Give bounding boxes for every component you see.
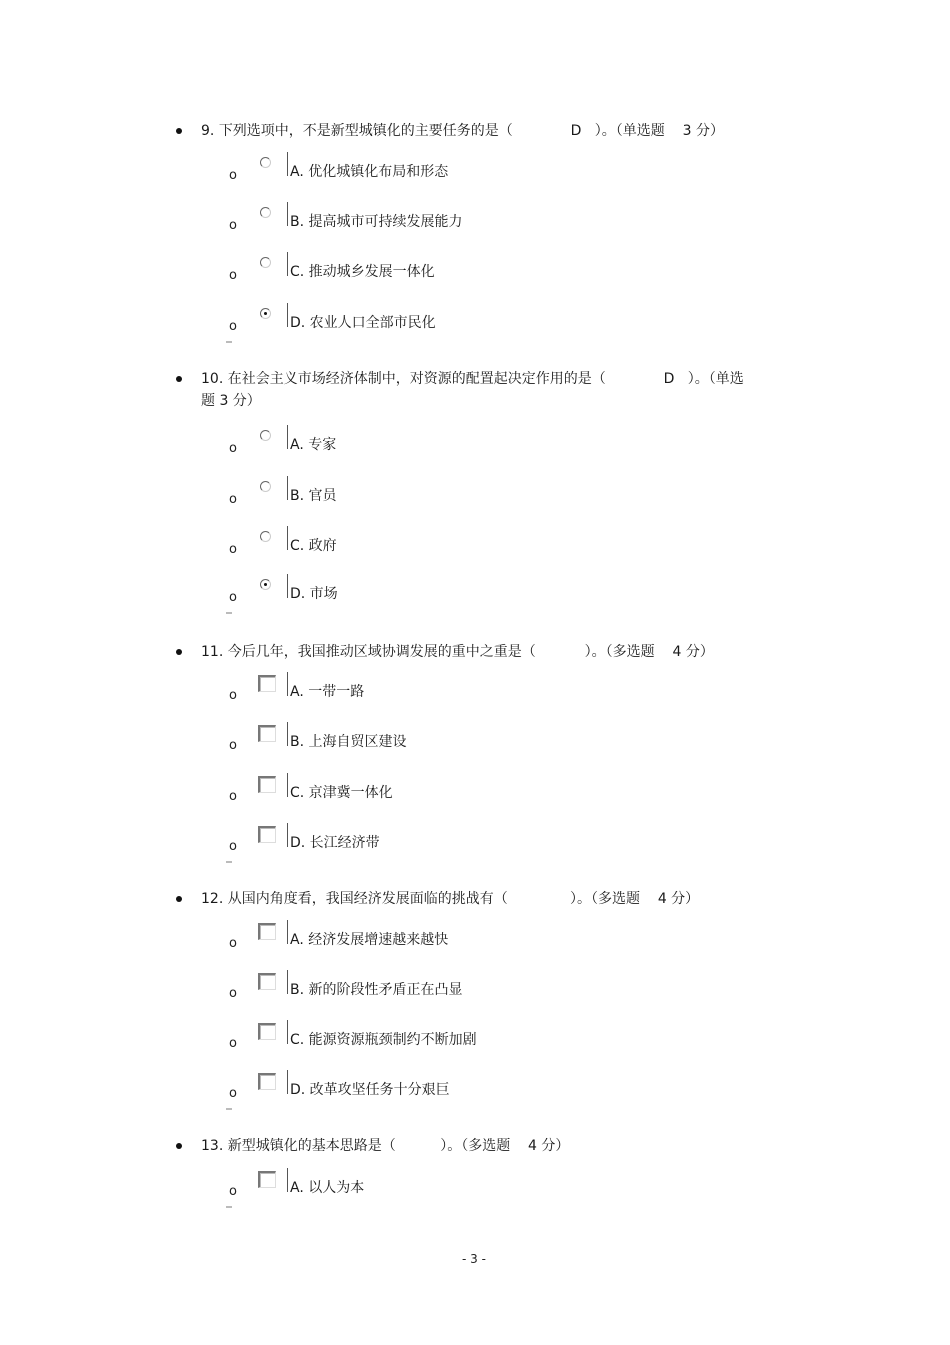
question-bullet bbox=[176, 649, 182, 655]
option-label: D. 市场 bbox=[290, 586, 338, 602]
option-separator bbox=[287, 152, 288, 176]
question-line bbox=[201, 120, 724, 142]
radio-button[interactable] bbox=[260, 157, 271, 168]
option-label: D. 长江经济带 bbox=[290, 835, 380, 851]
question-text: 题 3 分） bbox=[201, 393, 261, 409]
option-label: D. 农业人口全部市民化 bbox=[290, 315, 436, 331]
radio-button[interactable] bbox=[260, 579, 271, 590]
option-label: B. 上海自贸区建设 bbox=[290, 734, 407, 750]
checkbox[interactable] bbox=[258, 1073, 276, 1090]
radio-button[interactable] bbox=[260, 481, 271, 492]
option-separator bbox=[287, 773, 288, 797]
option-separator bbox=[287, 252, 288, 276]
option-marker: o bbox=[229, 1036, 237, 1051]
radio-button[interactable] bbox=[260, 531, 271, 542]
option-marker: o bbox=[229, 738, 237, 753]
radio-button[interactable] bbox=[260, 308, 271, 319]
option-separator bbox=[287, 1168, 288, 1192]
option-separator bbox=[287, 1020, 288, 1044]
checkbox[interactable] bbox=[258, 923, 276, 940]
option-marker: o bbox=[229, 1184, 237, 1199]
option-separator bbox=[287, 920, 288, 944]
option-marker: o bbox=[229, 268, 237, 283]
question-number: 10. bbox=[201, 371, 224, 387]
option-marker: o bbox=[229, 218, 237, 233]
option-separator bbox=[287, 722, 288, 746]
option-label: B. 提高城市可持续发展能力 bbox=[290, 214, 463, 230]
option-separator bbox=[287, 823, 288, 847]
option-label: A. 优化城镇化布局和形态 bbox=[290, 164, 449, 180]
group-end-mark bbox=[226, 341, 232, 343]
question-line bbox=[201, 368, 744, 390]
option-label: B. 官员 bbox=[290, 488, 337, 504]
question-bullet bbox=[176, 376, 182, 382]
option-marker: o bbox=[229, 319, 237, 334]
question-number: 12. bbox=[201, 891, 224, 907]
option-label: C. 京津冀一体化 bbox=[290, 785, 393, 801]
option-marker: o bbox=[229, 688, 237, 703]
option-marker: o bbox=[229, 492, 237, 507]
option-marker: o bbox=[229, 590, 237, 605]
question-text: 从国内角度看，我国经济发展面临的挑战有（ ）。（多选题 4 分） bbox=[227, 891, 700, 907]
option-label: A. 一带一路 bbox=[290, 684, 365, 700]
option-label: B. 新的阶段性矛盾正在凸显 bbox=[290, 982, 463, 998]
option-marker: o bbox=[229, 986, 237, 1001]
question-text: 下列选项中，不是新型城镇化的主要任务的是（ D ）。（单选题 3 分） bbox=[218, 123, 724, 139]
option-marker: o bbox=[229, 168, 237, 183]
option-separator bbox=[287, 303, 288, 327]
group-end-mark bbox=[226, 1206, 232, 1208]
option-marker: o bbox=[229, 839, 237, 854]
option-marker: o bbox=[229, 441, 237, 456]
question-line bbox=[201, 888, 699, 910]
option-label: C. 政府 bbox=[290, 538, 337, 554]
option-separator bbox=[287, 1070, 288, 1094]
question-line bbox=[201, 1135, 569, 1157]
checkbox[interactable] bbox=[258, 1023, 276, 1040]
option-separator bbox=[287, 970, 288, 994]
checkbox[interactable] bbox=[258, 675, 276, 692]
question-text: 在社会主义市场经济体制中，对资源的配置起决定作用的是（ D ）。（单选 bbox=[227, 371, 744, 387]
checkbox[interactable] bbox=[258, 1171, 276, 1188]
question-number: 13. bbox=[201, 1138, 224, 1154]
checkbox[interactable] bbox=[258, 776, 276, 793]
question-text: 今后几年，我国推动区域协调发展的重中之重是（ ）。（多选题 4 分） bbox=[227, 644, 714, 660]
option-label: A. 专家 bbox=[290, 437, 337, 453]
option-marker: o bbox=[229, 789, 237, 804]
option-label: A. 以人为本 bbox=[290, 1180, 365, 1196]
radio-button[interactable] bbox=[260, 430, 271, 441]
checkbox[interactable] bbox=[258, 973, 276, 990]
question-text: 新型城镇化的基本思路是（ ）。（多选题 4 分） bbox=[227, 1138, 570, 1154]
radio-button[interactable] bbox=[260, 207, 271, 218]
option-label: A. 经济发展增速越来越快 bbox=[290, 932, 449, 948]
checkbox[interactable] bbox=[258, 826, 276, 843]
question-bullet bbox=[176, 128, 182, 134]
option-separator bbox=[287, 425, 288, 449]
option-marker: o bbox=[229, 936, 237, 951]
option-label: C. 推动城乡发展一体化 bbox=[290, 264, 435, 280]
option-separator bbox=[287, 672, 288, 696]
group-end-mark bbox=[226, 612, 232, 614]
option-separator bbox=[287, 476, 288, 500]
option-marker: o bbox=[229, 1086, 237, 1101]
option-label: C. 能源资源瓶颈制约不断加剧 bbox=[290, 1032, 477, 1048]
question-number: 9. bbox=[201, 123, 215, 139]
question-number: 11. bbox=[201, 644, 224, 660]
page-number: - 3 - bbox=[462, 1252, 486, 1266]
group-end-mark bbox=[226, 1108, 232, 1110]
checkbox[interactable] bbox=[258, 725, 276, 742]
question-bullet bbox=[176, 1143, 182, 1149]
question-line bbox=[201, 641, 714, 663]
option-marker: o bbox=[229, 542, 237, 557]
option-label: D. 改革攻坚任务十分艰巨 bbox=[290, 1082, 450, 1098]
option-separator bbox=[287, 526, 288, 550]
radio-button[interactable] bbox=[260, 257, 271, 268]
group-end-mark bbox=[226, 861, 232, 863]
question-bullet bbox=[176, 896, 182, 902]
option-separator bbox=[287, 574, 288, 598]
option-separator bbox=[287, 202, 288, 226]
